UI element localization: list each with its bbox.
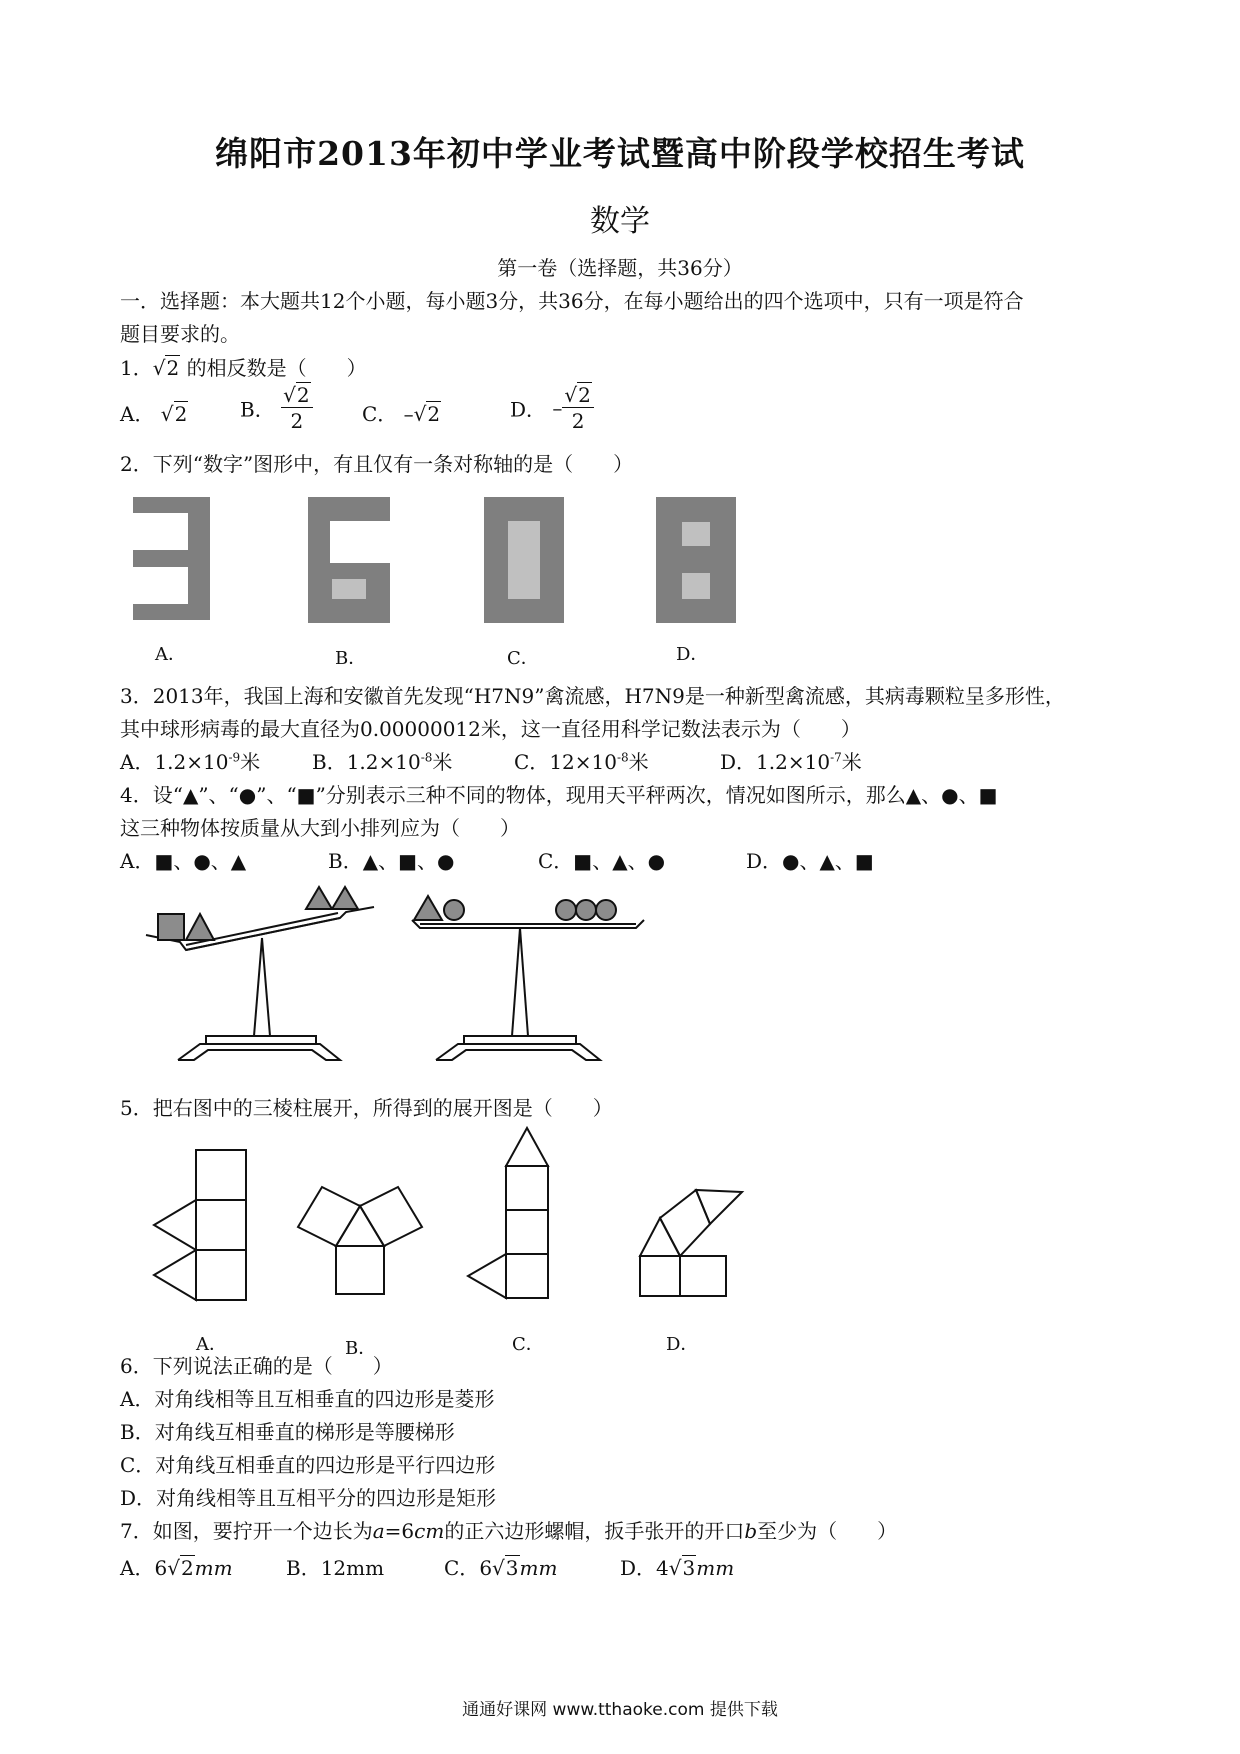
q1-d-den: 2 (571, 409, 585, 433)
q7-stem-post: 至少为（ ） (757, 1519, 898, 1543)
q7-d-label: D． (620, 1556, 657, 1580)
q7-a-coef: 6 (154, 1556, 168, 1580)
q1-option-a: A． √2 (120, 402, 188, 426)
q3-d-exp: -7 (830, 750, 842, 765)
q6-option-d: D．对角线相等且互相平分的四边形是矩形 (120, 1486, 497, 1510)
q7-option-b (286, 1552, 384, 1581)
q2-label-d: D． (676, 644, 709, 665)
q1-d-radicand: 2 (578, 383, 591, 407)
q3-c-base: 12×10 (549, 750, 617, 774)
q7-b-label: B． (286, 1556, 321, 1580)
q6-option-a: A．对角线相等且互相垂直的四边形是菱形 (120, 1387, 495, 1411)
q7-c-unit: mm (519, 1556, 558, 1580)
q1-b-radicand: 2 (296, 383, 310, 407)
q3-b-exp: -8 (420, 750, 433, 765)
q3-a-label: A． (120, 750, 155, 774)
q3-stem-line2: 其中球形病毒的最大直径为0.00000012米，这一直径用科学记数法表示为（ ） (120, 717, 861, 741)
q1-d-sign: – (552, 396, 563, 420)
q4-stem-line1: 4．设“▲”、“●”、“■”分别表示三种不同的物体，现用天平秤两次，情况如图所示，那么▲、●、■ (120, 783, 998, 807)
q5-label-d: D． (666, 1334, 699, 1355)
q6-stem: 6．下列说法正确的是（ ） (120, 1354, 393, 1378)
q7-c-coef: 6 (479, 1556, 493, 1580)
q2-label-b: B． (335, 648, 367, 669)
q5-label-c: C． (512, 1334, 544, 1355)
q3-b-base: 1.2×10 (346, 750, 421, 774)
q2-stem: 2．下列“数字”图形中，有且仅有一条对称轴的是（ ） (120, 452, 634, 476)
q4-option-a: A．■、●、▲ (120, 849, 247, 873)
net-c (468, 1128, 548, 1298)
q1-c-sign: – (403, 402, 414, 426)
q7-b-text: 12mm (320, 1556, 385, 1580)
q4-option-c: C．■、▲、● (538, 849, 666, 873)
q7-eq: =6 (384, 1519, 415, 1543)
q3-c-unit: 米 (628, 750, 649, 774)
q1-c-radicand: 2 (427, 402, 441, 426)
q7-unit-cm: cm (414, 1519, 445, 1543)
q3-d-label: D． (720, 750, 757, 774)
q3-d-unit: 米 (841, 750, 862, 774)
q1-a-radicand: 2 (174, 402, 188, 426)
exam-title: 绵阳市2013年初中学业考试暨高中阶段学校招生考试 (215, 134, 1025, 173)
q2-label-c: C． (507, 648, 539, 669)
q3-stem-line1: 3．2013年，我国上海和安徽首先发现“H7N9”禽流感，H7N9是一种新型禽流感，其病毒颗粒呈多形性， (120, 684, 1065, 708)
q5-label-a: A． (196, 1334, 227, 1355)
q7-stem-pre: 7．如图，要拧开一个边长为 (120, 1519, 373, 1543)
q3-a-unit: 米 (240, 750, 261, 774)
q7-option-d: D．4√3mm (620, 1556, 735, 1580)
volume-heading: 第一卷（选择题，共36分） (497, 256, 743, 280)
q7-d-unit: mm (696, 1556, 735, 1580)
q1-c-label: C． (362, 402, 398, 426)
q1-b-den: 2 (290, 409, 304, 433)
q1-a-label: A． (120, 402, 155, 426)
q1-b-label: B． (240, 397, 275, 422)
q7-d-radicand: 3 (682, 1556, 696, 1580)
q1-option-c: C． –√2 (362, 402, 441, 426)
q4-option-b: B．▲、■、● (328, 849, 455, 873)
q3-a-base: 1.2×10 (154, 750, 229, 774)
q3-a-exp: -9 (228, 750, 241, 765)
q7-var-a: a (372, 1519, 385, 1543)
q7-d-coef: 4 (656, 1556, 669, 1580)
q7-option-a: A．6√2mm (120, 1556, 233, 1580)
q3-b-label: B． (312, 750, 347, 774)
q1-radicand: 2 (166, 356, 180, 380)
q1-number: 1． (120, 356, 153, 380)
q7-a-label: A． (120, 1556, 155, 1580)
page-footer: 通通好课网 www.tthaoke.com 提供下载 (462, 1700, 778, 1720)
q1-radical: √2 (152, 356, 180, 380)
net-d (640, 1190, 742, 1296)
net-b (298, 1187, 422, 1294)
section-heading-line2: 题目要求的。 (120, 322, 240, 346)
q1-b-fraction: $\frac{√2}{2}$ (281, 385, 312, 431)
q4-stem-line2: 这三种物体按质量从大到小排列应为（ ） (120, 816, 520, 840)
q3-c-exp: -8 (616, 750, 629, 765)
q6-option-c: C．对角线互相垂直的四边形是平行四边形 (120, 1453, 496, 1477)
q5-label-b: B． (345, 1338, 377, 1359)
q7-option-c: C．6√3mm (444, 1556, 558, 1580)
q2-label-a: A． (155, 644, 186, 665)
q5-stem: 5．把右图中的三棱柱展开，所得到的展开图是（ ） (120, 1096, 613, 1120)
q7-stem (120, 1515, 897, 1544)
q3-d-base: 1.2×10 (756, 750, 831, 774)
exam-subject: 数学 (590, 204, 650, 239)
q7-a-unit: mm (194, 1556, 233, 1580)
q7-a-radicand: 2 (180, 1556, 194, 1580)
q3-b-unit: 米 (432, 750, 453, 774)
q1-d-fraction: $\frac{√2}{2}$ (562, 385, 593, 431)
q7-stem-mid: 的正六边形螺帽，扳手张开的开口 (444, 1519, 745, 1543)
q3-c-label: C． (514, 750, 550, 774)
q7-c-radicand: 3 (505, 1556, 519, 1580)
q7-c-label: C． (444, 1556, 480, 1580)
q1-d-label: D． (510, 397, 547, 422)
q7-var-b: b (744, 1519, 758, 1543)
q6-option-b: B．对角线互相垂直的梯形是等腰梯形 (120, 1420, 455, 1444)
q4-option-d: D．●、▲、■ (746, 849, 874, 873)
section-heading-line1: 一．选择题：本大题共12个小题，每小题3分，共36分，在每小题给出的四个选项中，只有一项是符合 (120, 289, 1024, 313)
net-a (154, 1150, 246, 1300)
q1-stem-text: 的相反数是（ ） (180, 356, 367, 380)
